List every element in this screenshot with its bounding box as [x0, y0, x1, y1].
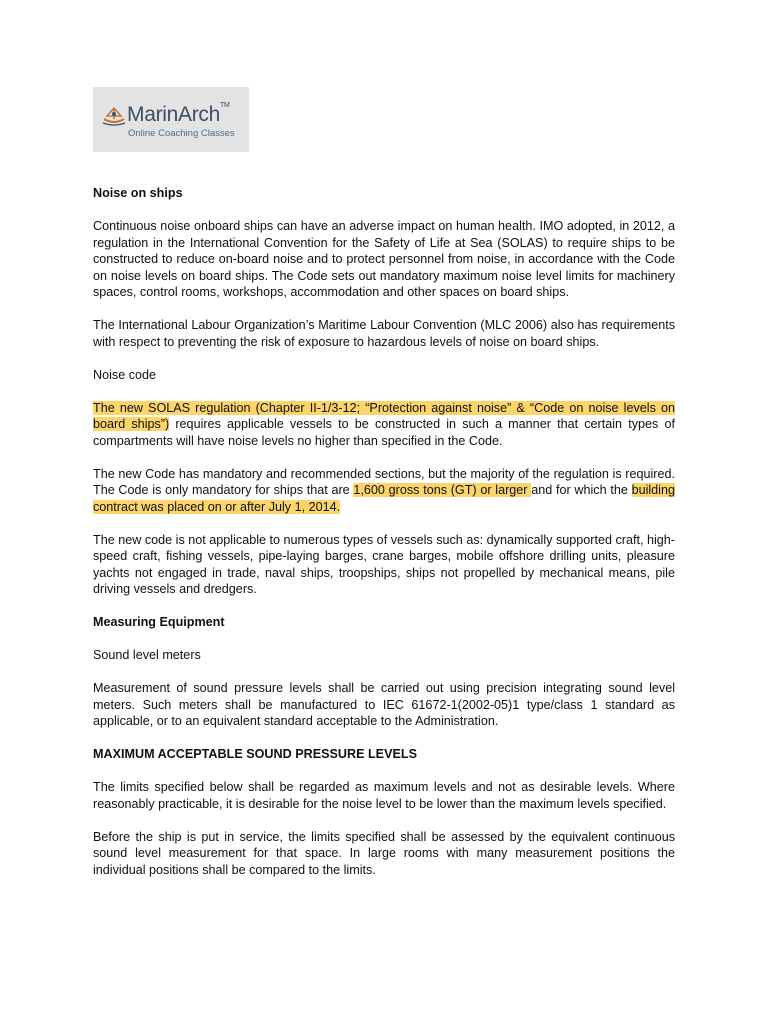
solas-paragraph: The new SOLAS regulation (Chapter II-1/3-12; “Protection against noise” & “Code on noise levels on board ships”) requires applicable vessels to be constructed in such a manner that certain types of compartments will have noise levels no higher than specified in the Code.	[93, 400, 676, 448]
solas-highlight: The new SOLAS regulation (Chapter II-1/3-12; “Protection against noise” & “Code on noise levels on board ships”)	[93, 400, 675, 431]
code-paragraph: The new Code has mandatory and recommended sections, but the majority of the regulation is required. The Code is only mandatory for ships that are 1,600 gross tons (GT) or larger and for which the building contract was placed on or after July 1, 2014.	[93, 466, 675, 514]
page-title: Noise on ships	[93, 186, 183, 200]
logo-tagline: Online Coaching Classes	[128, 128, 235, 139]
intro-paragraph-1: Continuous noise onboard ships can have an adverse impact on human health. IMO adopted, in 2012, a regulation in the International Convention for the Safety of Life at Sea (SOLAS) to require ships to be constructed to reduce on-board noise and to protect personnel from noise, in accordance with the Code on noise levels on board ships. The Code sets out mandatory maximum noise level limits for machinery spaces, control rooms, workshops, accommodation and other spaces on board ships.	[93, 219, 675, 299]
measurement-paragraph: Measurement of sound pressure levels shall be carried out using precision integrating sound level meters. Such meters shall be manufactured to IEC 61672-1(2002-05)1 type/class 1 standard as applicable, or to an equivalent standard acceptable to the Administration.	[93, 681, 675, 728]
document-body	[93, 185, 675, 878]
contract-date-highlight: building contract was placed on or after July 1, 2014.	[93, 483, 675, 514]
limits-paragraph: The limits specified below shall be regarded as maximum levels and not as desirable levels. Where reasonably practicable, it is desirable for the noise level to be lower than the maximum levels specified.	[93, 780, 675, 811]
logo	[93, 87, 249, 152]
logo-brand: MarinArch™	[127, 102, 230, 126]
noise-code-heading: Noise code	[93, 367, 157, 382]
max-levels-heading: MAXIMUM ACCEPTABLE SOUND PRESSURE LEVELS	[93, 747, 417, 761]
intro-paragraph-2: The International Labour Organization’s Maritime Labour Convention (MLC 2006) also has requirements with respect to preventing the risk of exposure to hazardous levels of noise on board ships.	[93, 318, 675, 349]
before-service-paragraph: Before the ship is put in service, the limits specified shall be assessed by the equivalent continuous sound level measurement for that space. In large rooms with many measurement positions the individual positions shall be compared to the limits.	[93, 829, 675, 877]
gross-tons-highlight: 1,600 gross tons (GT) or larger	[353, 483, 532, 497]
sound-level-meters-heading: Sound level meters	[93, 648, 201, 662]
not-applicable-paragraph: The new code is not applicable to numerous types of vessels such as: dynamically supported craft, high-speed craft, fishing vessels, pipe-laying barges, crane barges, mobile offshore drilling units, pleasure yachts not engaged in trade, naval ships, troopships, ships not propelled by mechanical means, pile driving vessels and dredgers.	[93, 532, 675, 596]
ship-wheel-icon	[101, 105, 127, 127]
measuring-equipment-heading: Measuring Equipment	[93, 615, 225, 629]
